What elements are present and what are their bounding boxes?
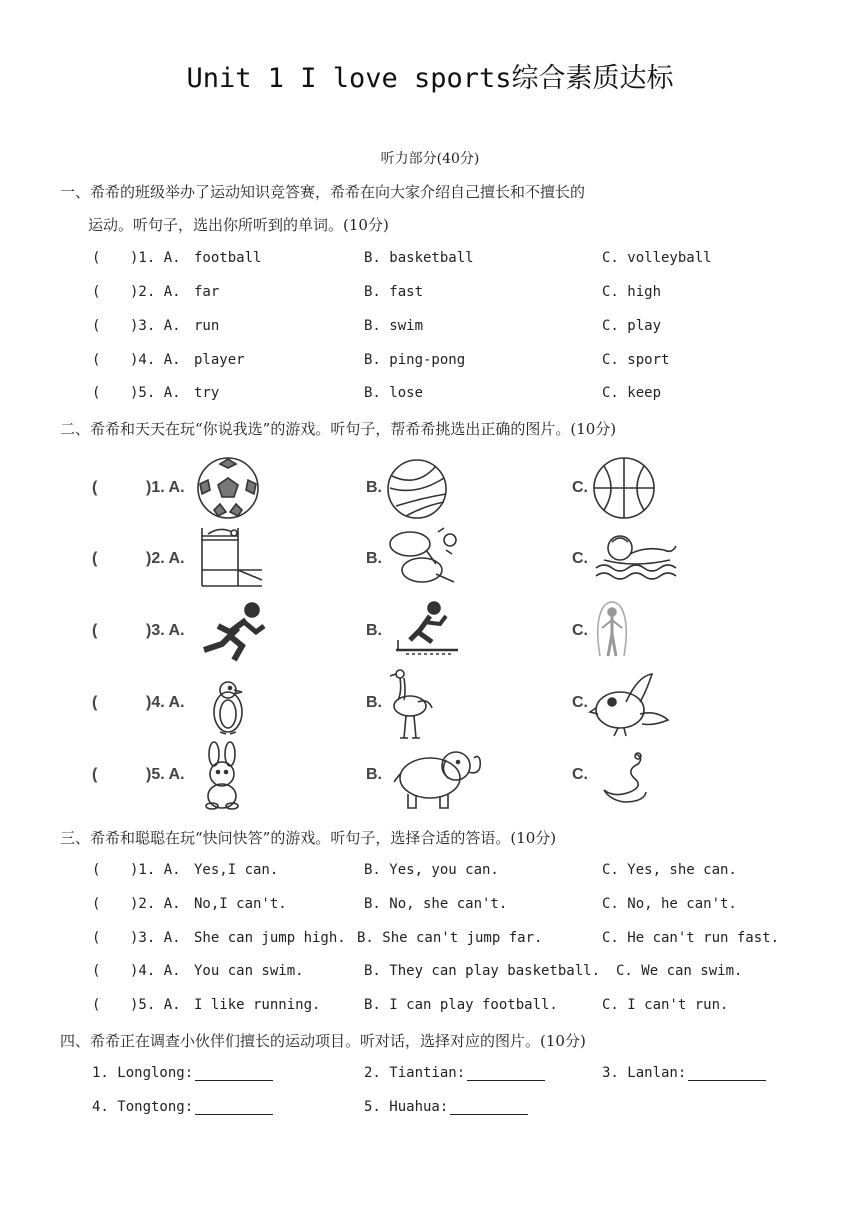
answer-item (364, 1099, 528, 1115)
option-a: You can swim. (194, 963, 304, 979)
answer-blank[interactable] (467, 1066, 545, 1081)
question-number: )1. A. (130, 250, 181, 266)
question-number: )4. A. (130, 963, 181, 979)
option-b-label: B. (366, 622, 382, 639)
answer-paren[interactable]: ( (92, 318, 101, 334)
page-title: Unit 1 I love sports综合素质达标 (186, 63, 674, 94)
answer-item (364, 1065, 545, 1081)
option-a: I like running. (194, 997, 321, 1013)
section1-heading-2: 运动。听句子，选出你所听到的单词。(10分) (88, 216, 389, 234)
answer-paren[interactable]: ( (92, 997, 101, 1013)
answer-paren[interactable]: ( (92, 622, 98, 639)
answer-item (92, 1065, 273, 1081)
option-c-label: C. (572, 694, 588, 711)
question-number: )5. A. (130, 385, 181, 401)
answer-blank[interactable] (195, 1100, 273, 1115)
option-c: C. keep (602, 385, 662, 401)
answer-paren[interactable]: ( (92, 284, 101, 300)
option-b: B. I can play football. (364, 997, 558, 1013)
option-a: run (194, 318, 220, 334)
option-c: C. I can't run. (602, 997, 729, 1013)
question-number: )2. A. (130, 284, 181, 300)
section4-heading: 四、希希正在调查小伙伴们擅长的运动项目。听对话，选择对应的图片。(10分) (60, 1032, 586, 1050)
option-c-label: C. (572, 766, 588, 783)
snake-icon[interactable] (600, 750, 650, 806)
option-c: C. sport (602, 352, 670, 368)
answer-paren[interactable]: ( (92, 766, 98, 783)
swimming-icon[interactable] (594, 532, 678, 582)
option-b: B. lose (364, 385, 424, 401)
answer-item-label: 1. Longlong: (92, 1065, 194, 1081)
answer-paren[interactable]: ( (92, 963, 101, 979)
football-icon[interactable] (196, 456, 260, 520)
option-c: C. high (602, 284, 662, 300)
answer-blank[interactable] (195, 1066, 273, 1081)
answer-paren[interactable]: ( (92, 896, 101, 912)
option-a: football (194, 250, 262, 266)
answer-item-label: 5. Huahua: (364, 1099, 449, 1115)
answer-paren[interactable]: ( (92, 550, 98, 567)
rabbit-icon[interactable] (200, 742, 244, 810)
option-c: C. Yes, she can. (602, 862, 737, 878)
running-icon[interactable] (200, 600, 266, 662)
option-b: B. basketball (364, 250, 474, 266)
answer-paren[interactable]: ( (92, 352, 101, 368)
question-number: )4. A. (146, 694, 185, 711)
option-c: C. volleyball (602, 250, 712, 266)
long-jump-icon[interactable] (392, 600, 460, 658)
option-b: B. swim (364, 318, 424, 334)
volleyball-icon[interactable] (386, 458, 448, 520)
option-c: C. play (602, 318, 662, 334)
option-a: Yes,I can. (194, 862, 279, 878)
option-a: player (194, 352, 245, 368)
section2-heading: 二、希希和天天在玩“你说我选”的游戏。听句子，帮希希挑选出正确的图片。(10分) (60, 420, 617, 438)
answer-item-label: 2. Tiantian: (364, 1065, 466, 1081)
answer-paren[interactable]: ( (92, 250, 101, 266)
answer-item-label: 3. Lanlan: (602, 1065, 687, 1081)
option-b-label: B. (366, 766, 382, 783)
option-c: C. We can swim. (616, 963, 743, 979)
option-a: She can jump high. (194, 930, 346, 946)
answer-paren[interactable]: ( (92, 862, 101, 878)
question-number: )3. A. (130, 930, 181, 946)
option-c-label: C. (572, 622, 588, 639)
question-number: )1. A. (130, 862, 181, 878)
option-c: C. No, he can't. (602, 896, 737, 912)
question-number: )3. A. (130, 318, 181, 334)
answer-blank[interactable] (450, 1100, 528, 1115)
question-number: )5. A. (146, 766, 185, 783)
option-b: B. Yes, you can. (364, 862, 499, 878)
bird-icon[interactable] (590, 672, 670, 738)
question-number: )4. A. (130, 352, 181, 368)
option-a: far (194, 284, 220, 300)
answer-item (92, 1099, 273, 1115)
basketball-icon[interactable] (592, 456, 656, 520)
question-number: )2. A. (146, 550, 185, 567)
answer-item-label: 4. Tongtong: (92, 1099, 194, 1115)
option-b: B. fast (364, 284, 424, 300)
ping-pong-icon[interactable] (386, 526, 462, 588)
question-number: )2. A. (130, 896, 181, 912)
option-c-label: C. (572, 550, 588, 567)
answer-blank[interactable] (688, 1066, 766, 1081)
answer-paren[interactable]: ( (92, 930, 101, 946)
option-b-label: B. (366, 479, 382, 496)
question-number: )5. A. (130, 997, 181, 1013)
option-b: B. ping-pong (364, 352, 466, 368)
option-c: C. He can't run fast. (602, 930, 780, 946)
ostrich-icon[interactable] (388, 668, 434, 740)
option-b-label: B. (366, 550, 382, 567)
section3-heading: 三、希希和聪聪在玩“快问快答”的游戏。听句子，选择合适的答语。(10分) (60, 829, 557, 847)
penguin-icon[interactable] (208, 680, 248, 736)
option-b: B. They can play basketball. (364, 963, 601, 979)
high-jump-icon[interactable] (198, 526, 264, 590)
question-number: )1. A. (146, 479, 185, 496)
elephant-icon[interactable] (390, 746, 486, 810)
jump-rope-icon[interactable] (594, 600, 630, 660)
section1-heading-1: 一、希希的班级举办了运动知识竞答赛，希希在向大家介绍自己擅长和不擅长的 (60, 183, 586, 201)
answer-paren[interactable]: ( (92, 479, 98, 496)
answer-paren[interactable]: ( (92, 694, 98, 711)
option-a: try (194, 385, 220, 401)
answer-item (602, 1065, 766, 1081)
answer-paren[interactable]: ( (92, 385, 101, 401)
question-number: )3. A. (146, 622, 185, 639)
option-b: B. She can't jump far. (357, 930, 543, 946)
option-b-label: B. (366, 694, 382, 711)
option-a: No,I can't. (194, 896, 287, 912)
option-c-label: C. (572, 479, 588, 496)
listening-subtitle: 听力部分(40分) (380, 151, 480, 167)
option-b: B. No, she can't. (364, 896, 508, 912)
